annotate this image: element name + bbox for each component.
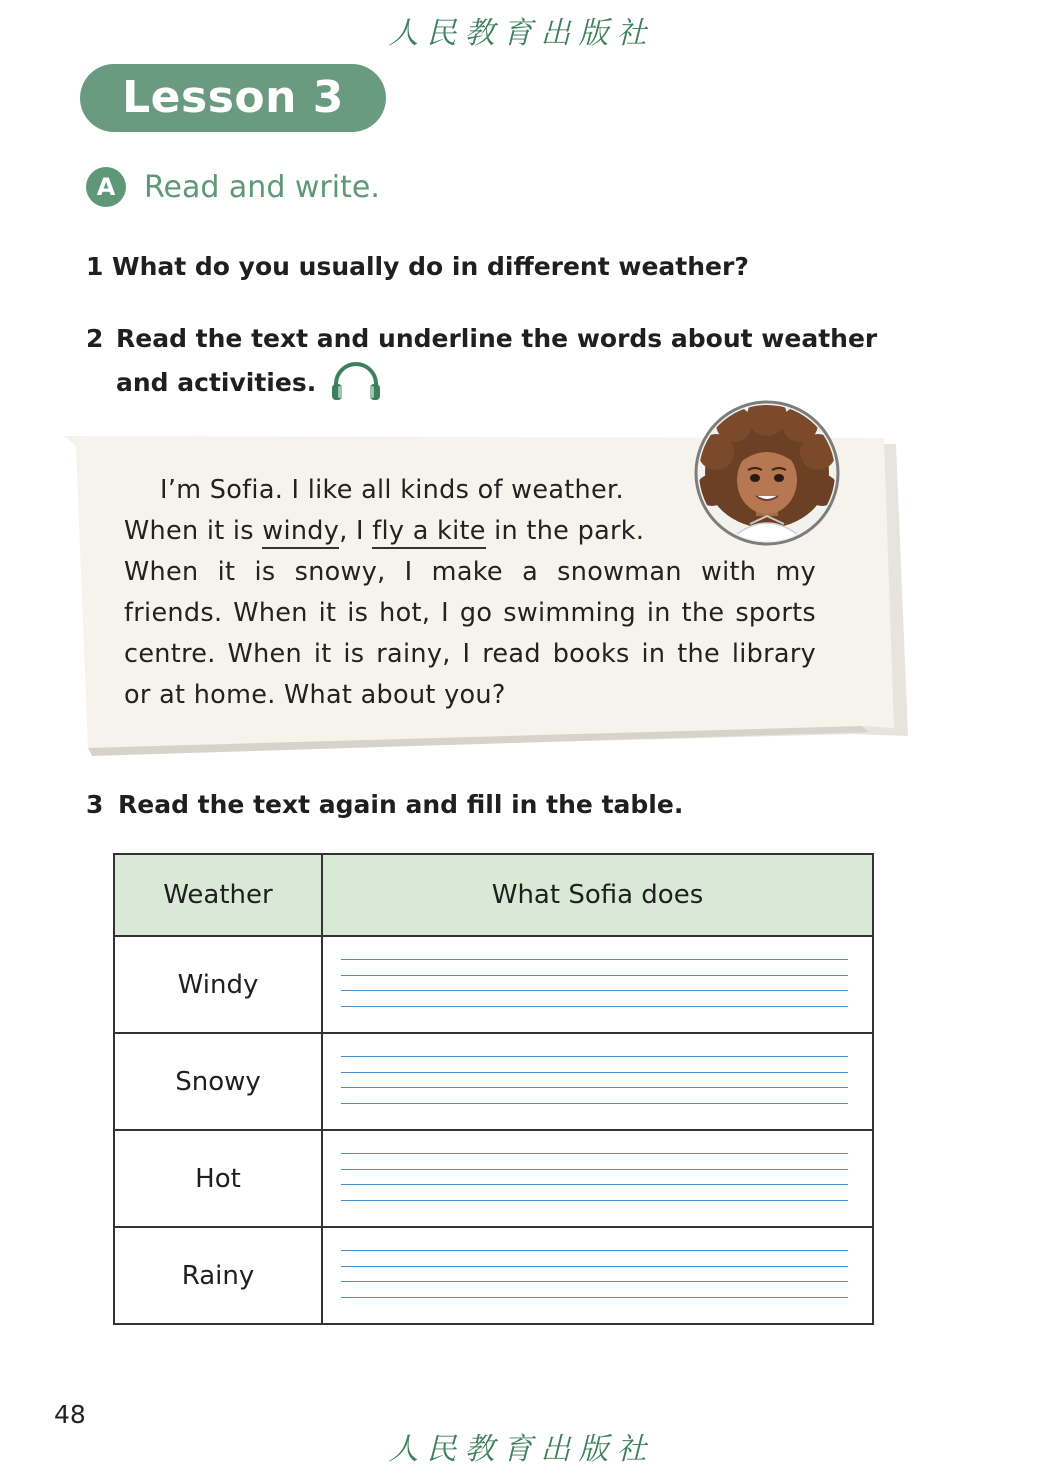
passage-text: , I [339, 516, 373, 546]
lesson-title: Lesson 3 [80, 64, 386, 132]
publisher-footer: 人民教育出版社 [388, 1432, 655, 1467]
passage-text: When it is [124, 516, 263, 546]
writing-lines [341, 1056, 848, 1118]
question-2-text-line2: and activities. [116, 368, 317, 397]
question-3-text: Read the text again and fill in the table. [118, 790, 684, 819]
headphones-audio-icon[interactable] [330, 362, 382, 402]
question-1-number: 1 [86, 252, 104, 281]
passage-sentence-1: I’m Sofia. I like all kinds of weather. [160, 475, 624, 505]
answer-cell-hot[interactable] [322, 1130, 873, 1227]
underlined-weather-word: windy [262, 516, 339, 549]
page-number: 48 [54, 1400, 86, 1429]
answer-cell-rainy[interactable] [322, 1227, 873, 1324]
row-label-rainy: Rainy [114, 1227, 322, 1324]
row-label-snowy: Snowy [114, 1033, 322, 1130]
weather-activity-table [113, 853, 874, 1320]
question-3-number: 3 [86, 790, 104, 819]
question-1 [86, 252, 749, 281]
header-weather: Weather [114, 854, 322, 936]
section-badge: A [86, 167, 126, 207]
question-2 [86, 324, 877, 353]
answer-cell-snowy[interactable] [322, 1033, 873, 1130]
question-1-text: What do you usually do in different weather? [112, 252, 749, 281]
answer-cell-windy[interactable] [322, 936, 873, 1033]
passage-text: in the park. [485, 516, 645, 546]
row-label-hot: Hot [114, 1130, 322, 1227]
underlined-activity-phrase: fly a kite [372, 516, 486, 549]
header-what-sofia-does: What Sofia does [322, 854, 873, 936]
section-title: Read and write. [144, 169, 380, 205]
question-3 [86, 790, 683, 819]
question-2-number: 2 [86, 324, 104, 353]
writing-lines [341, 959, 848, 1021]
row-label-windy: Windy [114, 936, 322, 1033]
publisher-header: 人民教育出版社 [388, 16, 655, 51]
sofia-avatar [694, 400, 840, 546]
question-2-text-line1: Read the text and underline the words about weather [116, 324, 878, 353]
passage-remaining-text: When it is snowy, I make a snowman with my friends. When it is hot, I go swimming in the sports centre. When it is rainy, I read books in the library or at home. What about you? [124, 557, 816, 710]
writing-lines [341, 1153, 848, 1215]
section-a-heading [86, 166, 380, 208]
writing-lines [341, 1250, 848, 1312]
